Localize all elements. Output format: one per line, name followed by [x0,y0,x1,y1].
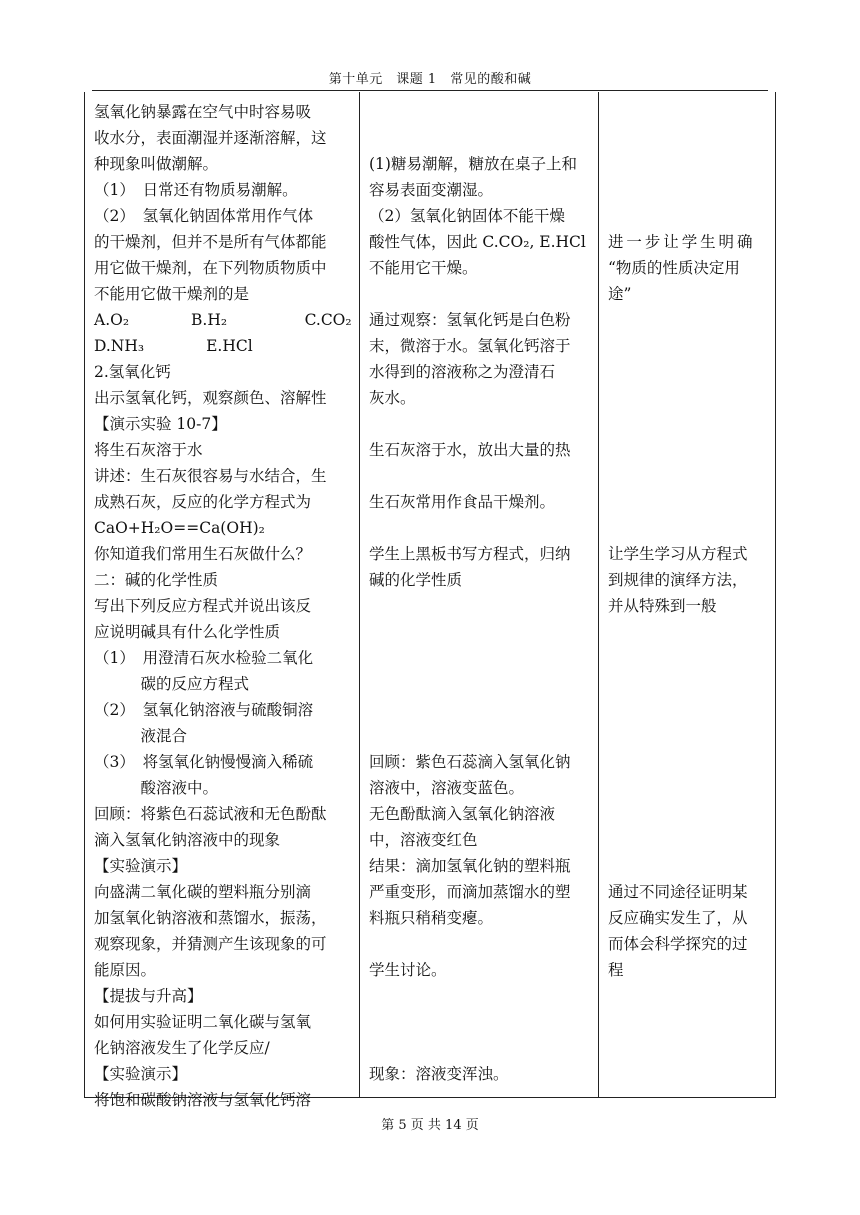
col1-line: 能原因。 [94,961,157,979]
col1-line: 向盛满二氧化碳的塑料瓶分别滴 [94,883,312,901]
table-divider-1 [359,92,360,1098]
col2-line: 生石灰常用作食品干燥剂。 [369,493,556,511]
col3-line: 通过不同途径证明某 [608,883,748,901]
col1-line: 写出下列反应方程式并说出该反 [94,597,312,615]
col1-line: A.O₂ B.H₂ C.CO₂ [94,311,352,329]
col2-line: （2）氢氧化钠固体不能干燥 [369,207,565,225]
col1-line: 不能用它做干燥剂的是 [94,285,250,303]
col2-line: (1)糖易潮解，糖放在桌子上和 [369,155,577,173]
col1-line: 成熟石灰，反应的化学方程式为 [94,493,312,511]
col2-line: 酸性气体，因此 C.CO₂, E.HCl [369,233,586,251]
col1-line: 用它做干燥剂，在下列物质物质中 [94,259,327,277]
col2-line: 中，溶液变红色 [369,831,478,849]
col2-line: 不能用它干燥。 [369,259,478,277]
col1-line: （1） 日常还有物质易潮解。 [94,181,298,199]
col2-line: 灰水。 [369,389,416,407]
col1-line: 回顾：将紫色石蕊试液和无色酚酞 [94,805,327,823]
col2-line: 容易表面变潮湿。 [369,181,494,199]
col2-line: 严重变形，而滴加蒸馏水的塑 [369,883,571,901]
col1-line: （1） 用澄清石灰水检验二氧化 [94,649,314,667]
col2-line: 结果：滴加氢氧化钠的塑料瓶 [369,857,571,875]
col1-line: 的干燥剂，但并不是所有气体都能 [94,233,327,251]
col1-line: 【实验演示】 [94,857,188,875]
col1-line: 液混合 [94,727,188,745]
col2-line: 通过观察：氢氧化钙是白色粉 [369,311,571,329]
col1-line: （2） 氢氧化钠溶液与硫酸铜溶 [94,701,314,719]
col3-line: “物质的性质决定用 [608,259,740,277]
col3-line: 让学生学习从方程式 [608,545,748,563]
lesson-table [84,92,776,1109]
col2-line: 学生上黑板书写方程式，归纳 [369,545,571,563]
col3-line: 并从特殊到一般 [608,597,717,615]
col1-line: 【提拔与升高】 [94,987,203,1005]
table-divider-2 [598,92,599,1098]
table-border-left [84,92,85,1098]
col1-line: 二：碱的化学性质 [94,571,219,589]
page-footer: 第 5 页 共 14 页 [381,1118,479,1133]
col1-line: 2.氢氧化钙 [94,363,171,381]
col2-line: 回顾：紫色石蕊滴入氢氧化钠 [369,753,571,771]
col1-line: 观察现象，并猜测产生该现象的可 [94,935,327,953]
col1-line: D.NH₃ E.HCl [94,337,253,355]
page-header-title: 第十单元 课题 1 常见的酸和碱 [328,72,532,87]
col3-line: 进 一 步 让 学 生 明 确 [608,233,752,251]
col2-line: 无色酚酞滴入氢氧化钠溶液 [369,805,556,823]
col1-line: （3） 将氢氧化钠慢慢滴入稀硫 [94,753,314,771]
col2-line: 生石灰溶于水，放出大量的热 [369,441,571,459]
col1-line: 你知道我们常用生石灰做什么？ [94,545,312,563]
col1-line: 将生石灰溶于水 [94,441,203,459]
col1-line: CaO+H₂O==Ca(OH)₂ [94,519,265,537]
col2-line: 水得到的溶液称之为澄清石 [369,363,556,381]
col1-line: 碳的反应方程式 [94,675,250,693]
col3-line: 到规律的演绎方法， [608,571,748,589]
col1-line: 化钠溶液发生了化学反应/ [94,1039,270,1057]
col3-line: 而体会科学探究的过 [608,935,748,953]
col2-line: 现象：溶液变浑浊。 [369,1065,509,1083]
header-rule [92,90,768,91]
col2-line: 溶液中，溶液变蓝色。 [369,779,525,797]
col2-line: 料瓶只稍稍变瘪。 [369,909,494,927]
col2-line: 碱的化学性质 [369,571,463,589]
col1-line: 收水分，表面潮湿并逐渐溶解，这 [94,129,327,147]
col1-line: 将饱和碳酸钠溶液与氢氧化钙溶 [94,1091,312,1109]
table-border-right [775,92,776,1098]
col1-line: 加氢氧化钠溶液和蒸馏水，振荡， [94,909,327,927]
col3-line: 途” [608,285,632,303]
col3-line: 反应确实发生了，从 [608,909,748,927]
col1-line: 如何用实验证明二氧化碳与氢氧 [94,1013,312,1031]
col1-line: 滴入氢氧化钠溶液中的现象 [94,831,281,849]
col1-line: 氢氧化钠暴露在空气中时容易吸 [94,103,312,121]
col1-line: 【演示实验 10-7】 [94,415,227,433]
col1-line: 种现象叫做潮解。 [94,155,219,173]
col1-line: 出示氢氧化钙，观察颜色、溶解性 [94,389,327,407]
col2-line: 学生讨论。 [369,961,447,979]
col1-line: 【实验演示】 [94,1065,188,1083]
col1-line: 讲述：生石灰很容易与水结合，生 [94,467,327,485]
col3-line: 程 [608,961,624,979]
col1-line: （2） 氢氧化钠固体常用作气体 [94,207,314,225]
col2-line: 末，微溶于水。氢氧化钙溶于 [369,337,571,355]
col1-line: 酸溶液中。 [94,779,219,797]
col1-line: 应说明碱具有什么化学性质 [94,623,281,641]
